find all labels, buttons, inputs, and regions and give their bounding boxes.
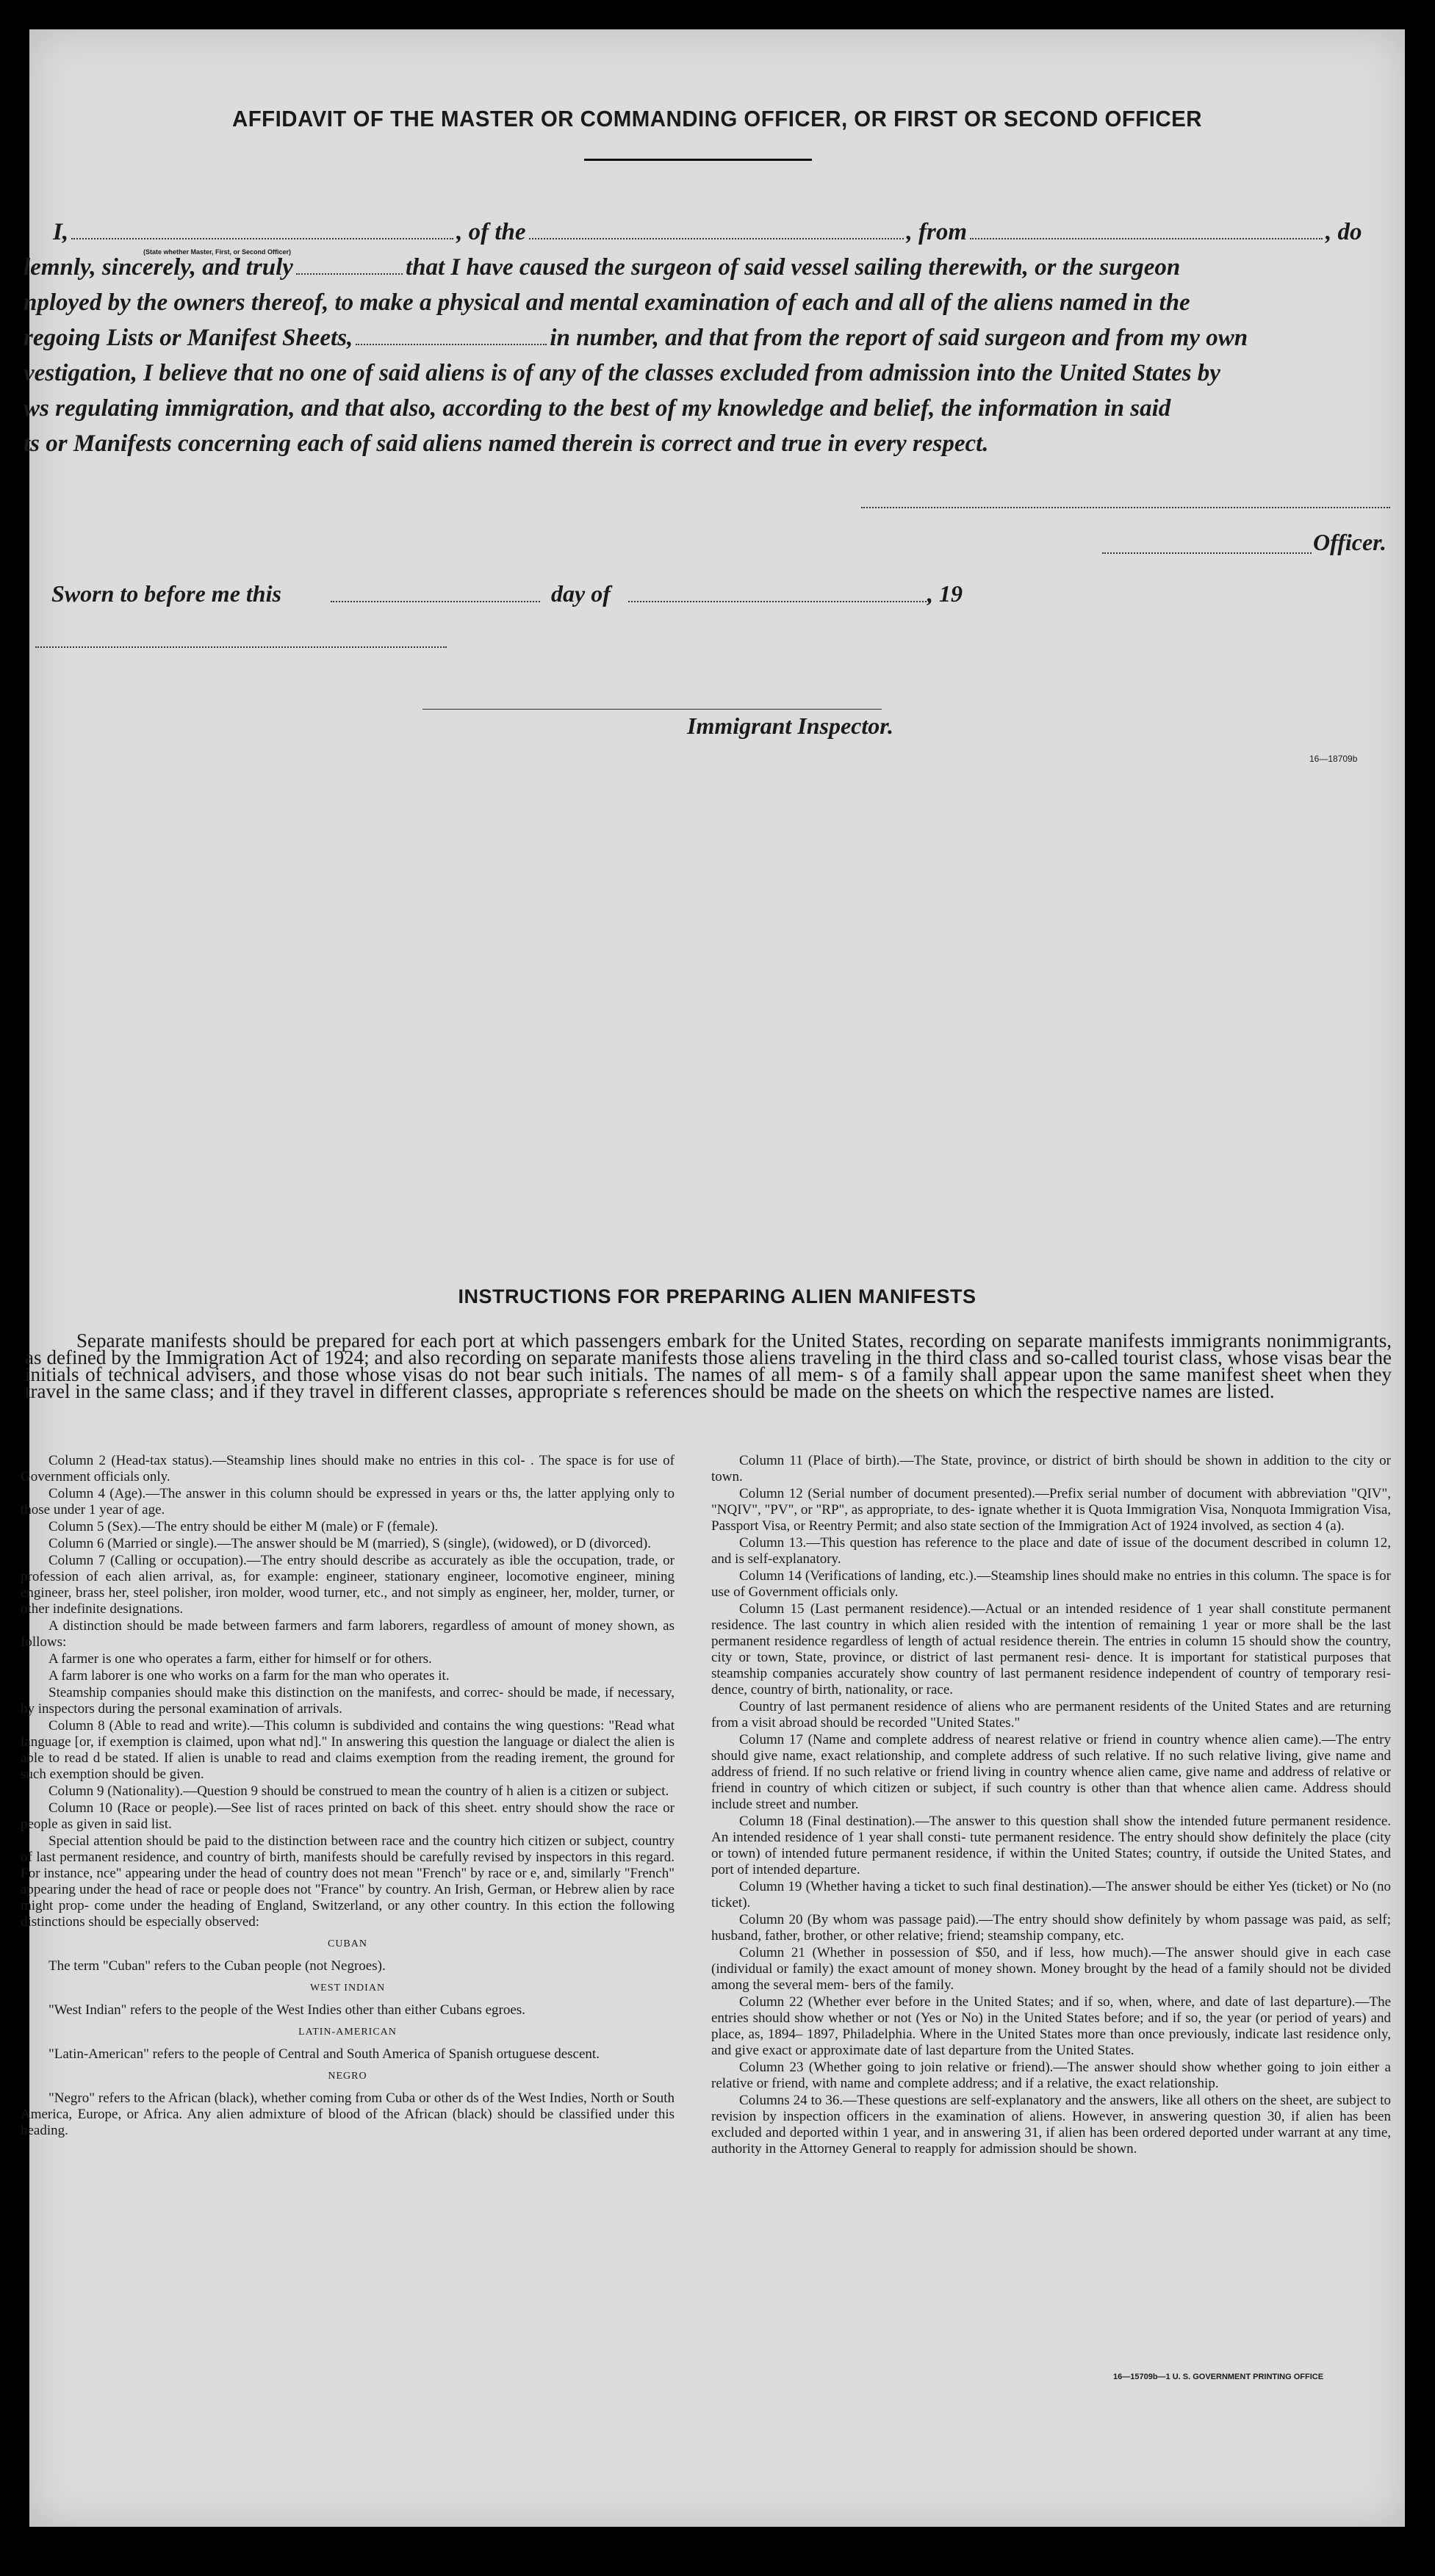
affidavit-line-2 [24,250,1412,285]
column-13-text: Column 13.—This question has reference to the place and date of issue of the document described in column 12, and is self-explanatory. [711,1535,1391,1567]
farmer-distinction-text: A distinction should be made between farmers and farm laborers, regardless of amount of money shown, as follows: [21,1618,675,1650]
officer-signature-line[interactable] [1102,552,1312,554]
negro-heading: NEGRO [328,2071,367,2082]
vessel-name-blank[interactable] [529,238,904,239]
affidavit-line-4 [24,320,1412,356]
day-of-label: day of [551,580,611,607]
sworn-day-blank[interactable] [331,601,540,602]
affidavit-line-3: nployed by the owners thereof, to make a physical and mental examination of each and all of the aliens named in the [24,289,1190,316]
cuban-text: The term "Cuban" refers to the Cuban people (not Negroes). [48,1958,386,1974]
inspector-label: Immigrant Inspector. [687,712,893,739]
race-country-text: Special attention should be paid to the distinction between race and the country hich citizen or subject, country of last permanent residence, and country of birth, manifests should be carefully revised by inspectors in this regard. For instance, nce" appearing under the head of country does not mean "French" by race or e, and, similarly "French" appearing under the head of race or people does not "France" by country. An Irish, German, or Hebrew alien by race might prop- come under the heading of England, Switzerland, or any other country. In this ection the following distinctions should be especially observed: [21,1833,675,1930]
sworn-label: Sworn to before me this [51,580,281,607]
form-number: 16—18709b [1309,754,1358,764]
column-5-text: Column 5 (Sex).—The entry should be either M (male) or F (female). [48,1519,439,1534]
of-the-label: , of the [456,219,526,245]
officer-label: Officer. [1313,529,1387,555]
west-indian-text: "West Indian" refers to the people of the West Indies other than either Cubans egroes. [48,2002,525,2018]
column-15-text: Column 15 (Last permanent residence).—Actual or an intended residence of 1 year shall constitute permanent residence. The last country in which alien resided with the intention of remaining 1 year or more shall be the last permanent residence regardless of length of actual residence therein. The entries in column 15 should show the country, city or town, State, province, or district of last permanent resi- dence. It is important for statistical purposes that steamship companies accurately show country of last permanent residence independent of country of temporary resi- dence, country of birth, nationality, or race. [711,1601,1391,1698]
inspector-signature-line[interactable] [422,709,882,710]
sworn-month-blank[interactable] [628,601,929,602]
sworn-signature-line[interactable] [35,646,447,648]
latin-american-heading: LATIN-AMERICAN [298,2027,397,2038]
column-6-text: Column 6 (Married or single).—The answer should be M (married), S (single), (widowed), or D (divorced). [48,1536,651,1551]
steamship-distinction-text: Steamship companies should make this distinction on the manifests, and correc- should be made, if necessary, by inspectors during the personal examination of arrivals. [21,1685,675,1717]
column-9-text: Column 9 (Nationality).—Question 9 should be construed to mean the country of h alien is a citizen or subject. [48,1783,669,1799]
column-7-text: Column 7 (Calling or occupation).—The entry should describe as accurately as ible the occupation, trade, or profession of each alien arrival, as, for example: engineer, stationary engineer, locomotive engineer, mining engineer, brass her, steel polisher, iron molder, wood turner, etc., and not simply as engineer, her, molder, turner, or other indefinite designations. [21,1553,675,1617]
intro-paragraph: Separate manifests should be prepared for each port at which passengers embark for the United States, recording on separate manifests immigrants nonimmigrants, as defined by the Immigration Act of 1924; and also recording on separate manifests those aliens traveling in the third class and so-called tourist class, whose visas bear the initials of technical advisers, and those whose visas do not bear such initials. The names of all mem- s of a family shall appear upon the same manifest sheet when they travel in the same class; and if they travel in different classes, appropriate s references should be made on the sheets on which the respective names are listed. [25,1330,1392,1402]
do-label: , do [1326,219,1362,245]
i-label: I, [53,219,69,245]
column-18-text: Column 18 (Final destination).—The answer to this question shall show the intended future permanent residence. An intended residence of 1 year shall consti- tute permanent residence. The entry should show definitely the place (city or town) of intended future permanent residence, if within the United States; country, if outside the United States, and port of intended departure. [711,1814,1391,1877]
column-4-text: Column 4 (Age).—The answer in this column should be expressed in years or ths, the latter applying only to those under 1 year of age. [21,1486,675,1518]
printing-office-footer: 16—15709b—1 U. S. GOVERNMENT PRINTING OFFICE [1113,2373,1324,2381]
affidavit-line-1 [24,214,1412,250]
negro-text: "Negro" refers to the African (black), whether coming from Cuba or other ds of the West Indies, North or South America, Europe, or Africa. Any alien admixture of blood of the African (black) should be classified under this heading. [21,2090,675,2138]
farmer-definition: A farmer is one who operates a farm, either for himself or for others. [48,1651,432,1667]
port-blank[interactable] [970,238,1323,239]
instructions-title: INSTRUCTIONS FOR PREPARING ALIEN MANIFESTS [458,1285,977,1307]
document-sheet [21,29,1405,2527]
in-number-text: in number, and that from the report of said surgeon and from my own [550,325,1248,351]
column-10-text: Column 10 (Race or people).—See list of races printed on back of this sheet. entry should show the race or people as given in said list. [21,1800,675,1832]
us-residents-text: Country of last permanent residence of aliens who are permanent residents of the United States and are returning from a visit abroad should be recorded "United States." [711,1699,1391,1731]
instructions-left-column [21,1453,675,2140]
column-19-text: Column 19 (Whether having a ticket to such final destination).—The answer should be either Yes (ticket) or No (no ticket). [711,1879,1391,1911]
year-prefix: , 19 [927,580,963,607]
signature-line[interactable] [861,507,1390,508]
column-14-text: Column 14 (Verifications of landing, etc.).—Steamship lines should make no entries in this column. The space is for use of Government officials only. [711,1568,1391,1600]
affidavit-line-7: ts or Manifests concerning each of said aliens named therein is correct and true in every respect. [24,430,989,457]
instructions-intro [25,1332,1392,1400]
cuban-heading: CUBAN [327,1938,367,1949]
column-20-text: Column 20 (By whom was passage paid).—The entry should show definitely by whom passage was paid, as self; husband, father, brother, or other relative; friend; steamship company, etc. [711,1912,1391,1944]
column-17-text: Column 17 (Name and complete address of nearest relative or friend in country whence alien came).—The entry should give name, exact relationship, and complete address of such relative. If no such relative living, give name and address of friend. If no such relative or friend living in country whence alien came, give name and address of relative or friend in country of which citizen or subject, if such country is other than that whence alien came. Address should include street and number. [711,1732,1391,1812]
column-21-text: Column 21 (Whether in possession of $50, and if less, how much).—The answer should give in each case (individual or family) the exact amount of money shown. Money brought by the head of a family should not be divided among the several mem- bers of the family. [711,1945,1391,1993]
column-11-text: Column 11 (Place of birth).—The State, province, or district of birth should be shown in addition to the city or town. [711,1453,1391,1484]
farm-laborer-definition: A farm laborer is one who works on a farm for the man who operates it. [48,1668,450,1684]
affidavit-line-6: ws regulating immigration, and that also, according to the best of my knowledge and belief, the information in said [24,395,1171,422]
surgeon-text: that I have caused the surgeon of said vessel sailing therewith, or the surgeon [405,254,1181,281]
column-22-text: Column 22 (Whether ever before in the United States; and if so, when, where, and date of last departure).—The entries should show whether or not (Yes or No) in the United States before; and if so, the year (or period of years) and place, as, 1894– 1897, Philadelphia. Where in the United States more than once previously, indicate last residence only, and give exact or approximate date of last departure from the United States. [711,1994,1391,2058]
column-8-text: Column 8 (Able to read and write).—This column is subdivided and contains the wing questions: "Read what language [or, if exemption is claimed, upon what nd]." In answering this question the language or dialect the alien is able to read d be stated. If alien is unable to read and claims exemption from the reading irement, the ground for such exemption should be given. [21,1718,675,1782]
column-12-text: Column 12 (Serial number of document presented).—Prefix serial number of document with abbreviation "QIV", "NQIV", "PV", or "RP", as appropriate, to des- ignate whether it is Quota Immigration Visa, Nonquota Immigration Visa, Passport Visa, or Reentry Permit; and also state section of the Immigration Act of 1924 involved, as section 4 (a). [711,1486,1391,1534]
from-label: , from [906,219,968,245]
lists-text: regoing Lists or Manifest Sheets, [24,325,353,351]
solemnly-text: lemnly, sincerely, and truly [24,254,293,281]
west-indian-heading: WEST INDIAN [309,1982,386,1994]
number-of-sheets-blank[interactable] [356,344,547,345]
column-2-text: Column 2 (Head-tax status).—Steamship lines should make no entries in this col- . The space is for use of Government officials only. [21,1453,675,1484]
column-23-text: Column 23 (Whether going to join relative or friend).—The answer should show whether going to join either a relative or friend, with name and complete address; and if a relative, the exact relationship. [711,2060,1391,2091]
columns-24-36-text: Columns 24 to 36.—These questions are self-explanatory and the answers, like all others on the sheet, are subject to revision by inspection officers in the examination of aliens. However, in answering question 30, if alien has been excluded and deported within 1 year, and in answering 31, if alien has been ordered deported under warrant at any time, authority in the Attorney General to reapply for admission should be shown. [711,2093,1391,2157]
affidavit-title: AFFIDAVIT OF THE MASTER OR COMMANDING OFFICER, OR FIRST OR SECOND OFFICER [231,106,1203,131]
latin-american-text: "Latin-American" refers to the people of Central and South America of Spanish ortuguese descent. [48,2046,600,2062]
instructions-right-column [711,1453,1391,2158]
oath-blank[interactable] [296,273,403,275]
title-rule [584,159,812,161]
state-whether-note: (State whether Master, First, or Second Officer) [143,248,292,256]
officer-rank-blank[interactable] [71,238,453,239]
affidavit-line-5: vestigation, I believe that no one of said aliens is of any of the classes excluded from admission into the United States by [24,360,1220,386]
